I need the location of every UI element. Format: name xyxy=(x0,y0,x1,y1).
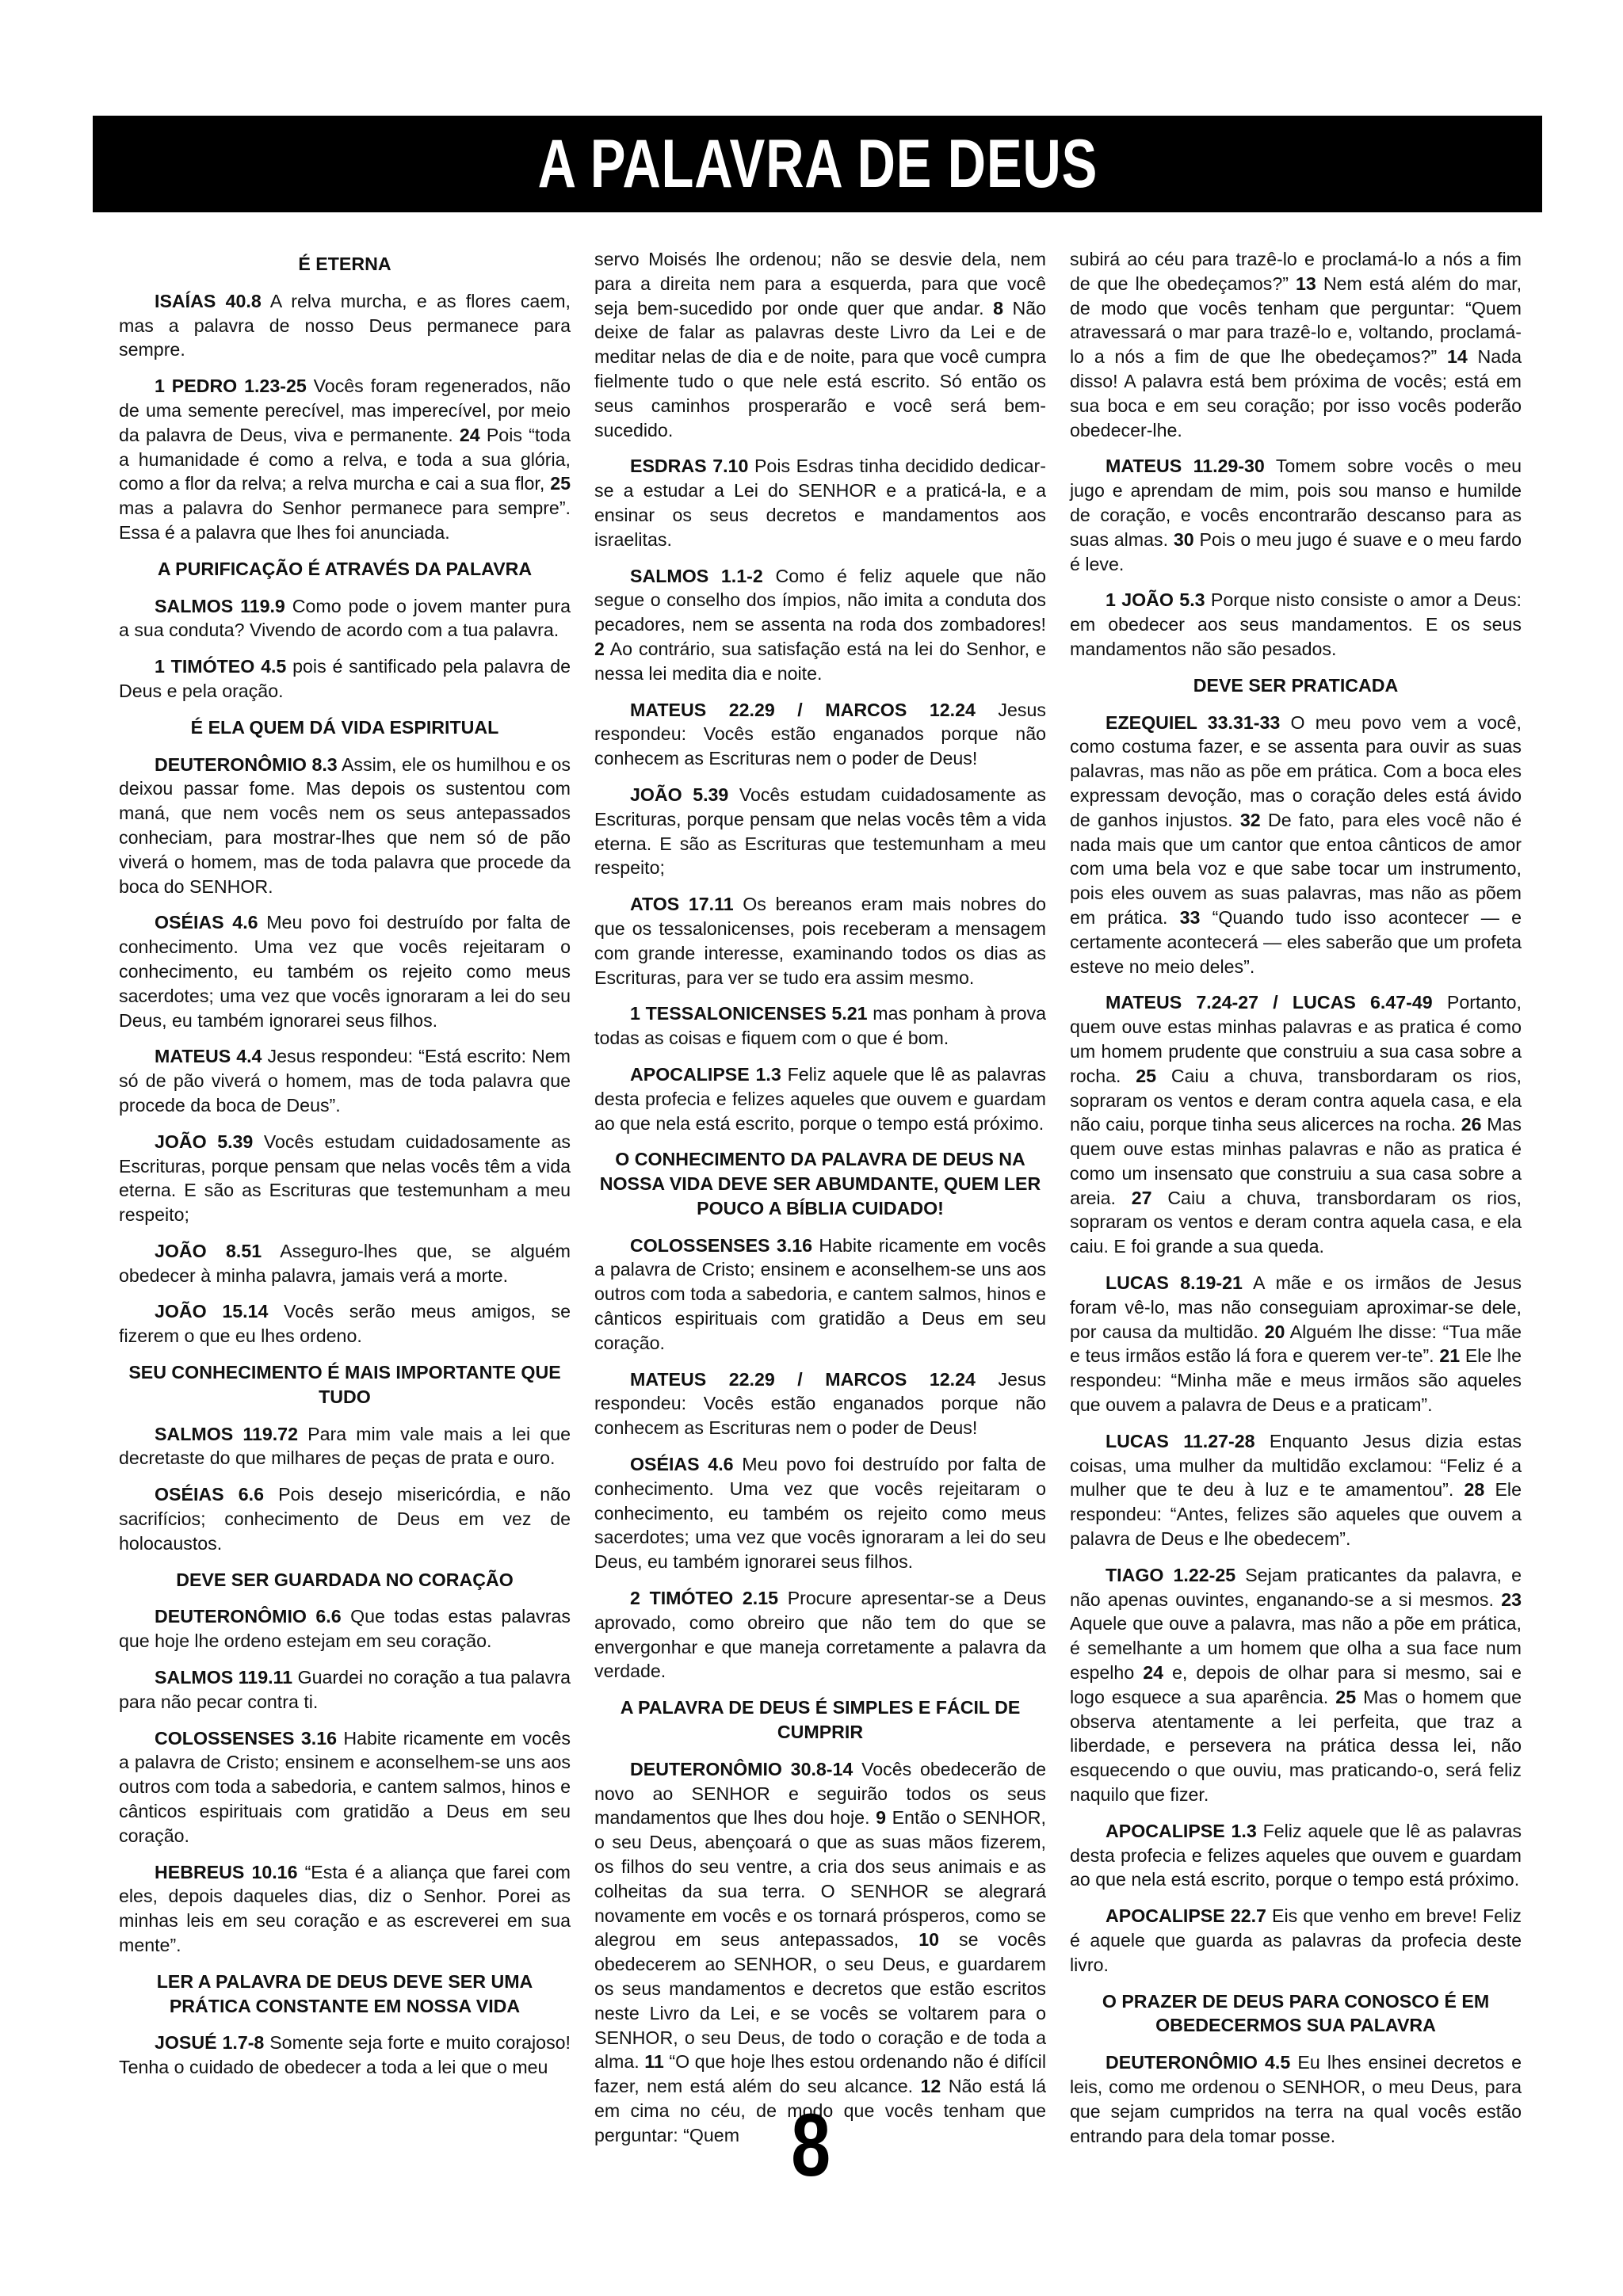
verse-reference: OSÉIAS 4.6 xyxy=(155,912,258,933)
verse-text: O meu povo vem a você, como costuma fazer, e se assenta para ouvir as suas palavras, mas não as põe em prática. Com a boca eles expressam devoção, mas o coração deles está ávido de ganhos injustos. xyxy=(1070,711,1522,830)
verse-text: Como é feliz aquele que não segue o conselho dos ímpios, não imita a conduta dos pecadores, nem se assenta na roda dos zombadores! xyxy=(594,565,1046,635)
verse-reference: SALMOS 119.11 xyxy=(155,1667,293,1688)
verse-number: 9 xyxy=(876,1807,887,1829)
verse-number: 33 xyxy=(1179,906,1201,928)
verse-text: “O que hoje lhes estou ordenando não é difícil fazer, nem está além do seu alcance. xyxy=(594,2051,1046,2097)
verse-text: Pois o meu jugo é suave e o meu fardo é leve. xyxy=(1070,528,1522,574)
verse-text: Assim, ele os humilhou e os deixou passar fome. Mas depois os sustentou com maná, que nem vocês nem os seus antepassados conheciam, para mostrar-lhes que nem só de pão viverá o homem, mas de toda palavra que procede da boca do SENHOR. xyxy=(119,753,571,897)
verse-paragraph xyxy=(594,247,1046,442)
verse-text: Jesus respondeu: “Está escrito: Nem só de pão viverá o homem, mas de toda palavra que procede da boca de Deus”. xyxy=(119,1046,571,1116)
verse-reference: DEUTERONÔMIO 30.8-14 xyxy=(630,1758,854,1779)
verse-reference: 1 PEDRO 1.23-25 xyxy=(155,376,307,397)
verse-number: 8 xyxy=(993,297,1003,318)
verse-paragraph xyxy=(119,910,571,1032)
verse-paragraph xyxy=(119,1665,571,1714)
verse-text: Porque nisto consiste o amor a Deus: em obedecer aos seus mandamentos. E os seus mandamentos não são pesados. xyxy=(1070,589,1522,659)
verse-paragraph xyxy=(119,1422,571,1471)
verse-number: 27 xyxy=(1131,1187,1152,1208)
verse-text: Caiu a chuva, transbordaram os rios, sopraram os ventos e deram contra aquela casa, e ela caiu. E foi grande a sua queda. xyxy=(1070,1187,1522,1257)
verse-text: Que todas estas palavras que hoje lhe ordeno estejam em seu coração. xyxy=(119,1606,571,1652)
verse-reference: MATEUS 7.24-27 / LUCAS 6.47-49 xyxy=(1106,992,1433,1013)
verse-text: mas ponham à prova todas as coisas e fiquem com o que é bom. xyxy=(594,1003,1046,1049)
verse-reference: LUCAS 11.27-28 xyxy=(1106,1430,1255,1451)
title-banner xyxy=(93,116,1542,212)
verse-number: 24 xyxy=(1143,1662,1164,1684)
columns xyxy=(119,247,1522,2160)
verse-paragraph xyxy=(594,1586,1046,1684)
verse-paragraph xyxy=(1070,1819,1522,1892)
column-3 xyxy=(1070,247,1522,2160)
verse-text: Para mim vale mais a lei que decretaste do que milhares de peças de prata e ouro. xyxy=(119,1423,571,1469)
verse-reference: OSÉIAS 6.6 xyxy=(155,1484,264,1505)
verse-number: 24 xyxy=(459,424,480,445)
verse-reference: JOÃO 15.14 xyxy=(155,1301,269,1322)
section-heading: É ETERNA xyxy=(298,254,391,274)
verse-reference: 2 TIMÓTEO 2.15 xyxy=(630,1588,778,1609)
verse-reference: DEUTERONÔMIO 4.5 xyxy=(1106,2052,1291,2073)
verse-text: mas a palavra do Senhor permanece para sempre”. Essa é a palavra que lhes foi anunciada. xyxy=(119,498,571,543)
verse-paragraph xyxy=(119,654,571,704)
verse-text: pois é santificado pela palavra de Deus e pela oração. xyxy=(119,656,571,701)
section-heading: O CONHECIMENTO DA PALAVRA DE DEUS NA NOSSA VIDA DEVE SER ABUMDANTE, QUEM LER POUCO A BÍBLIA CUIDADO! xyxy=(599,1149,1041,1219)
page-number: 8 xyxy=(791,2096,831,2195)
verse-number: 2 xyxy=(594,638,605,659)
verse-paragraph xyxy=(119,753,571,899)
verse-number: 26 xyxy=(1461,1114,1482,1135)
verse-reference: MATEUS 4.4 xyxy=(155,1046,262,1067)
verse-text: Não deixe de falar as palavras deste Livro da Lei e de meditar nelas de dia e de noite, para que você cumpra fielmente tudo o que nele está escrito. Só então os seus caminhos prosperarão e você será bem-sucedido. xyxy=(594,297,1046,441)
verse-reference: HEBREUS 10.16 xyxy=(155,1861,298,1882)
verse-number: 30 xyxy=(1173,528,1194,550)
verse-text: Jesus respondeu: Vocês estão enganados porque não conhecem as Escrituras nem o poder de Deus! xyxy=(594,699,1046,769)
verse-text: Então o SENHOR, o seu Deus, abençoará o que as suas mãos fizerem, os filhos do seu ventre, a cria dos seus animais e as colheitas da sua terra. O SENHOR se alegrará novamente em vocês e os tornará prósperos, como se alegrou em seus antepassados, xyxy=(594,1807,1046,1951)
verse-reference: SALMOS 119.9 xyxy=(155,595,285,616)
verse-reference: 1 JOÃO 5.3 xyxy=(1106,589,1205,611)
section-heading: DEVE SER PRATICADA xyxy=(1193,674,1399,696)
verse-text: Eis que venho em breve! Feliz é aquele que guarda as palavras da profecia deste livro. xyxy=(1070,1905,1522,1975)
verse-paragraph xyxy=(1070,247,1522,442)
verse-paragraph xyxy=(119,289,571,362)
verse-number: 32 xyxy=(1239,809,1261,830)
verse-paragraph xyxy=(594,1234,1046,1356)
verse-number: 14 xyxy=(1446,346,1468,368)
verse-number: 25 xyxy=(1136,1065,1157,1086)
verse-paragraph xyxy=(1070,588,1522,661)
verse-paragraph xyxy=(1070,1429,1522,1551)
verse-paragraph xyxy=(119,594,571,643)
verse-text: Vocês serão meus amigos, se fizerem o que eu lhes ordeno. xyxy=(119,1301,571,1347)
verse-paragraph xyxy=(119,1860,571,1958)
verse-reference: 1 TIMÓTEO 4.5 xyxy=(155,656,287,677)
verse-reference: ESDRAS 7.10 xyxy=(630,456,749,477)
verse-reference: APOCALIPSE 1.3 xyxy=(1106,1820,1257,1841)
verse-text: Pois “toda a humanidade é como a relva, e toda a sua glória, como a flor da relva; a relva murcha e cai a sua flor, xyxy=(119,424,571,494)
verse-reference: JOÃO 5.39 xyxy=(630,784,729,805)
verse-paragraph xyxy=(594,1001,1046,1051)
verse-text: Aquele que ouve a palavra, mas não a põe em prática, é semelhante a um homem que olha a sua face num espelho xyxy=(1070,1613,1522,1684)
verse-reference: JOSUÉ 1.7-8 xyxy=(155,2032,265,2054)
verse-text: Não está lá em cima no céu, de modo que vocês tenham que perguntar: “Quem xyxy=(594,2076,1046,2145)
verse-reference: DEUTERONÔMIO 6.6 xyxy=(155,1606,342,1627)
verse-text: Pois Esdras tinha decidido dedicar-se a estudar a Lei do SENHOR e a praticá-la, e a ensinar os seus decretos e mandamentos aos israelitas. xyxy=(594,456,1046,550)
verse-paragraph xyxy=(119,1604,571,1653)
verse-text: Pois desejo misericórdia, e não sacrifícios; conhecimento de Deus em vez de holocaustos. xyxy=(119,1484,571,1554)
verse-text: e, depois de olhar para si mesmo, sai e logo esquece a sua aparência. xyxy=(1070,1662,1522,1707)
verse-paragraph xyxy=(1070,1271,1522,1417)
verse-text: Eu lhes ensinei decretos e leis, como me ordenou o SENHOR, o meu Deus, para que sejam cumpridos na terra na qual vocês estão entrando para dela tomar posse. xyxy=(1070,2052,1522,2146)
verse-text: A mãe e os irmãos de Jesus foram vê-lo, mas não conseguiam aproximar-se dele, por causa da multidão. xyxy=(1070,1272,1522,1342)
verse-paragraph xyxy=(1070,1904,1522,1977)
verse-reference: ISAÍAS 40.8 xyxy=(155,290,262,311)
verse-text: Enquanto Jesus dizia estas coisas, uma mulher da multidão exclamou: “Feliz é a mulher que te deu à luz e te amamentou”. xyxy=(1070,1430,1522,1501)
verse-reference: APOCALIPSE 1.3 xyxy=(630,1063,781,1085)
verse-text: Meu povo foi destruído por falta de conhecimento. Uma vez que vocês rejeitaram o conhecimento, eu também os rejeito como meus sacerdotes; uma vez que vocês ignoraram a lei do seu Deus, eu também ignorarei seus filhos. xyxy=(119,912,571,1031)
verse-number: 25 xyxy=(1335,1686,1357,1707)
verse-reference: MATEUS 22.29 / MARCOS 12.24 xyxy=(630,699,976,720)
verse-reference: COLOSSENSES 3.16 xyxy=(630,1234,812,1256)
verse-text: servo Moisés lhe ordenou; não se desvie dela, nem para a direita nem para a esquerda, para que você seja bem-sucedido por onde quer que andar. xyxy=(594,249,1046,318)
verse-paragraph xyxy=(1070,2050,1522,2148)
verse-paragraph xyxy=(119,1726,571,1848)
verse-reference: MATEUS 11.29-30 xyxy=(1106,456,1265,477)
verse-text: Guardei no coração a tua palavra para não pecar contra ti. xyxy=(119,1667,571,1712)
verse-number: 21 xyxy=(1439,1345,1461,1367)
verse-number: 20 xyxy=(1264,1321,1285,1342)
verse-text: Vocês estudam cuidadosamente as Escrituras, porque pensam que nelas vocês têm a vida eterna. E são as Escrituras que testemunham a meu respeito; xyxy=(594,784,1046,879)
verse-paragraph xyxy=(119,1239,571,1288)
verse-paragraph xyxy=(1070,711,1522,979)
verse-text: Vocês estudam cuidadosamente as Escrituras, porque pensam que nelas vocês têm a vida eterna. E são as Escrituras que testemunham a meu respeito; xyxy=(119,1131,571,1226)
verse-text: Caiu a chuva, transbordaram os rios, sopraram os ventos e deram contra aquela casa, e ela não caiu, porque tinha seus alicerces na rocha. xyxy=(1070,1065,1522,1135)
section-heading: O PRAZER DE DEUS PARA CONOSCO É EM OBEDECERMOS SUA PALAVRA xyxy=(1102,1990,1490,2036)
verse-text: Vocês foram regenerados, não de uma semente perecível, mas imperecível, por meio da palavra de Deus, viva e permanente. xyxy=(119,376,571,445)
section-heading: A PURIFICAÇÃO É ATRAVÉS DA PALAVRA xyxy=(157,558,533,579)
verse-text: Mas quem ouve estas minhas palavras e não as pratica é como um insensato que construiu a sua casa sobre a areia. xyxy=(1070,1114,1522,1208)
section-heading: É ELA QUEM DÁ VIDA ESPIRITUAL xyxy=(190,716,499,738)
verse-reference: 1 TESSALONICENSES 5.21 xyxy=(630,1003,868,1024)
verse-reference: LUCAS 8.19-21 xyxy=(1106,1272,1243,1294)
verse-text: Tomem sobre vocês o meu jugo e aprendam de mim, pois sou manso e humilde de coração, e vocês encontrarão descanso para as suas almas. xyxy=(1070,456,1522,550)
verse-text: Nada disso! A palavra está bem próxima de vocês; está em sua boca e em seu coração; por isso vocês poderão obedecer-lhe. xyxy=(1070,346,1522,441)
page-title: A PALAVRA DE DEUS xyxy=(537,125,1098,202)
verse-reference: SALMOS 119.72 xyxy=(155,1423,298,1444)
verse-text: Feliz aquele que lê as palavras desta profecia e felizes aqueles que ouvem e guardam ao que nela está escrito, porque o tempo está próximo. xyxy=(1070,1820,1522,1890)
verse-text: Portanto, quem ouve estas minhas palavras e as pratica é como um homem prudente que construiu a sua casa sobre a rocha. xyxy=(1070,992,1522,1086)
verse-number: 23 xyxy=(1501,1589,1522,1610)
verse-reference: COLOSSENSES 3.16 xyxy=(155,1727,337,1749)
verse-text: Habite ricamente em vocês a palavra de Cristo; ensinem e aconselhem-se uns aos outros com toda a sabedoria, e cantem salmos, hinos e cânticos espirituais com gratidão a Deus em seu coração. xyxy=(119,1727,571,1846)
verse-paragraph xyxy=(119,2031,571,2080)
verse-text: Ele lhe respondeu: “Minha mãe e meus irmãos são aqueles que ouvem a palavra de Deus e a praticam”. xyxy=(1070,1345,1522,1416)
verse-text: Vocês obedecerão de novo ao SENHOR e seguirão todos os seus mandamentos que lhes dou hoje. xyxy=(594,1758,1046,1829)
verse-paragraph xyxy=(1070,454,1522,576)
verse-text: “Esta é a aliança que farei com eles, depois daqueles dias, diz o Senhor. Porei as minhas leis em seu coração e as escreverei em sua mente”. xyxy=(119,1861,571,1956)
verse-text: Asseguro-lhes que, se alguém obedecer à minha palavra, jamais verá a morte. xyxy=(119,1240,571,1286)
verse-reference: ATOS 17.11 xyxy=(630,894,734,915)
verse-text: De fato, para eles você não é nada mais que um cantor que entoa cânticos de amor com uma bela voz e que sabe tocar um instrumento, pois eles ouvem as suas palavras, mas não as põem em prática. xyxy=(1070,809,1522,928)
verse-number: 12 xyxy=(920,2076,941,2097)
column-1 xyxy=(119,247,571,2160)
verse-text: Ao contrário, sua satisfação está na lei do Senhor, e nessa lei medita dia e noite. xyxy=(594,638,1046,684)
column-2 xyxy=(594,247,1046,2160)
verse-paragraph xyxy=(1070,990,1522,1259)
verse-reference: DEUTERONÔMIO 8.3 xyxy=(155,753,338,775)
verse-number: 10 xyxy=(918,1929,940,1951)
verse-reference: EZEQUIEL 33.31-33 xyxy=(1106,711,1281,733)
section-heading: LER A PALAVRA DE DEUS DEVE SER UMA PRÁTICA CONSTANTE EM NOSSA VIDA xyxy=(156,1970,533,2016)
verse-text: Jesus respondeu: Vocês estão enganados porque não conhecem as Escrituras nem o poder de Deus! xyxy=(594,1368,1046,1439)
verse-paragraph xyxy=(594,1757,1046,2148)
verse-reference: APOCALIPSE 22.7 xyxy=(1106,1905,1266,1927)
verse-reference: SALMOS 1.1-2 xyxy=(630,565,763,586)
verse-paragraph xyxy=(119,1482,571,1555)
verse-paragraph xyxy=(594,1452,1046,1574)
verse-text: “Quando tudo isso acontecer — e certamente acontecerá — eles saberão que um profeta esteve no meio deles”. xyxy=(1070,906,1522,977)
verse-number: 25 xyxy=(550,473,571,494)
verse-paragraph xyxy=(594,783,1046,880)
verse-paragraph xyxy=(594,454,1046,551)
verse-text: Como pode o jovem manter pura a sua conduta? Vivendo de acordo com a tua palavra. xyxy=(119,595,571,641)
verse-text: Ele respondeu: “Antes, felizes são aqueles que ouvem a palavra de Deus e lhe obedecem”. xyxy=(1070,1479,1522,1550)
verse-text: Meu povo foi destruído por falta de conhecimento. Uma vez que vocês rejeitaram o conhecimento, eu também os rejeito como meus sacerdotes; uma vez que vocês ignoraram a lei do seu Deus, eu também ignorarei seus filhos. xyxy=(594,1454,1046,1573)
verse-paragraph xyxy=(594,1367,1046,1440)
verse-text: Sejam praticantes da palavra, e não apenas ouvintes, enganando-se a si mesmos. xyxy=(1070,1564,1522,1610)
verse-number: 11 xyxy=(644,2051,664,2073)
verse-paragraph xyxy=(594,698,1046,771)
verse-reference: JOÃO 8.51 xyxy=(155,1240,262,1261)
verse-paragraph xyxy=(594,564,1046,686)
verse-reference: MATEUS 22.29 / MARCOS 12.24 xyxy=(630,1368,976,1390)
section-heading: SEU CONHECIMENTO É MAIS IMPORTANTE QUE TUDO xyxy=(128,1362,561,1407)
verse-paragraph xyxy=(119,1044,571,1117)
section-heading: DEVE SER GUARDADA NO CORAÇÃO xyxy=(176,1569,514,1590)
verse-text: Feliz aquele que lê as palavras desta profecia e felizes aqueles que ouvem e guardam ao que nela está escrito, porque o tempo está próximo. xyxy=(594,1063,1046,1134)
verse-text: se vocês obedecerem ao SENHOR, o seu Deus, e guardarem os seus mandamentos e decretos que estão escritos neste Livro da Lei, e se vocês se voltarem para o SENHOR, o seu Deus, de todo o coração e de toda a alma. xyxy=(594,1929,1047,2073)
verse-reference: TIAGO 1.22-25 xyxy=(1106,1564,1236,1585)
verse-reference: OSÉIAS 4.6 xyxy=(630,1454,734,1475)
verse-text: Os bereanos eram mais nobres do que os tessalonicenses, pois receberam a mensagem com grande interesse, examinando todos os dias as Escrituras, para ver se tudo era assim mesmo. xyxy=(594,894,1046,988)
verse-paragraph xyxy=(119,374,571,545)
verse-number: 28 xyxy=(1464,1479,1485,1501)
verse-text: Alguém lhe disse: “Tua mãe e teus irmãos estão lá fora e querem ver-te”. xyxy=(1070,1321,1522,1367)
verse-paragraph xyxy=(119,1130,571,1227)
verse-text: Somente seja forte e muito corajoso! Tenha o cuidado de obedecer a toda a lei que o meu xyxy=(119,2032,571,2078)
verse-text: Procure apresentar-se a Deus aprovado, como obreiro que não tem do que se envergonhar e que maneja corretamente a palavra da verdade. xyxy=(594,1588,1046,1682)
verse-paragraph xyxy=(1070,1563,1522,1807)
verse-text: Mas o homem que observa atentamente a lei perfeita, que traz a liberdade, e persevera na prática dessa lei, não esquecendo o que ouviu, mas praticando-o, será feliz naquilo que fizer. xyxy=(1070,1686,1522,1806)
verse-paragraph xyxy=(594,1062,1046,1135)
verse-text: Nem está além do mar, de modo que vocês tenham que perguntar: “Quem atravessará o mar para trazê-lo e, voltando, proclamá-lo a nós a fim de que lhe obedeçamos?” xyxy=(1070,273,1522,368)
verse-number: 13 xyxy=(1296,273,1316,294)
section-heading: A PALAVRA DE DEUS É SIMPLES E FÁCIL DE CUMPRIR xyxy=(620,1697,1021,1743)
verse-text: subirá ao céu para trazê-lo e proclamá-lo a nós a fim de que lhe obedeçamos?” xyxy=(1070,249,1522,294)
verse-paragraph xyxy=(119,1299,571,1348)
verse-text: Habite ricamente em vocês a palavra de Cristo; ensinem e aconselhem-se uns aos outros com toda a sabedoria, e cantem salmos, hinos e cânticos espirituais com gratidão a Deus em seu coração. xyxy=(594,1234,1046,1353)
verse-paragraph xyxy=(594,892,1046,990)
verse-text: A relva murcha, e as flores caem, mas a palavra de nosso Deus permanece para sempre. xyxy=(119,290,571,360)
verse-reference: JOÃO 5.39 xyxy=(155,1131,254,1152)
